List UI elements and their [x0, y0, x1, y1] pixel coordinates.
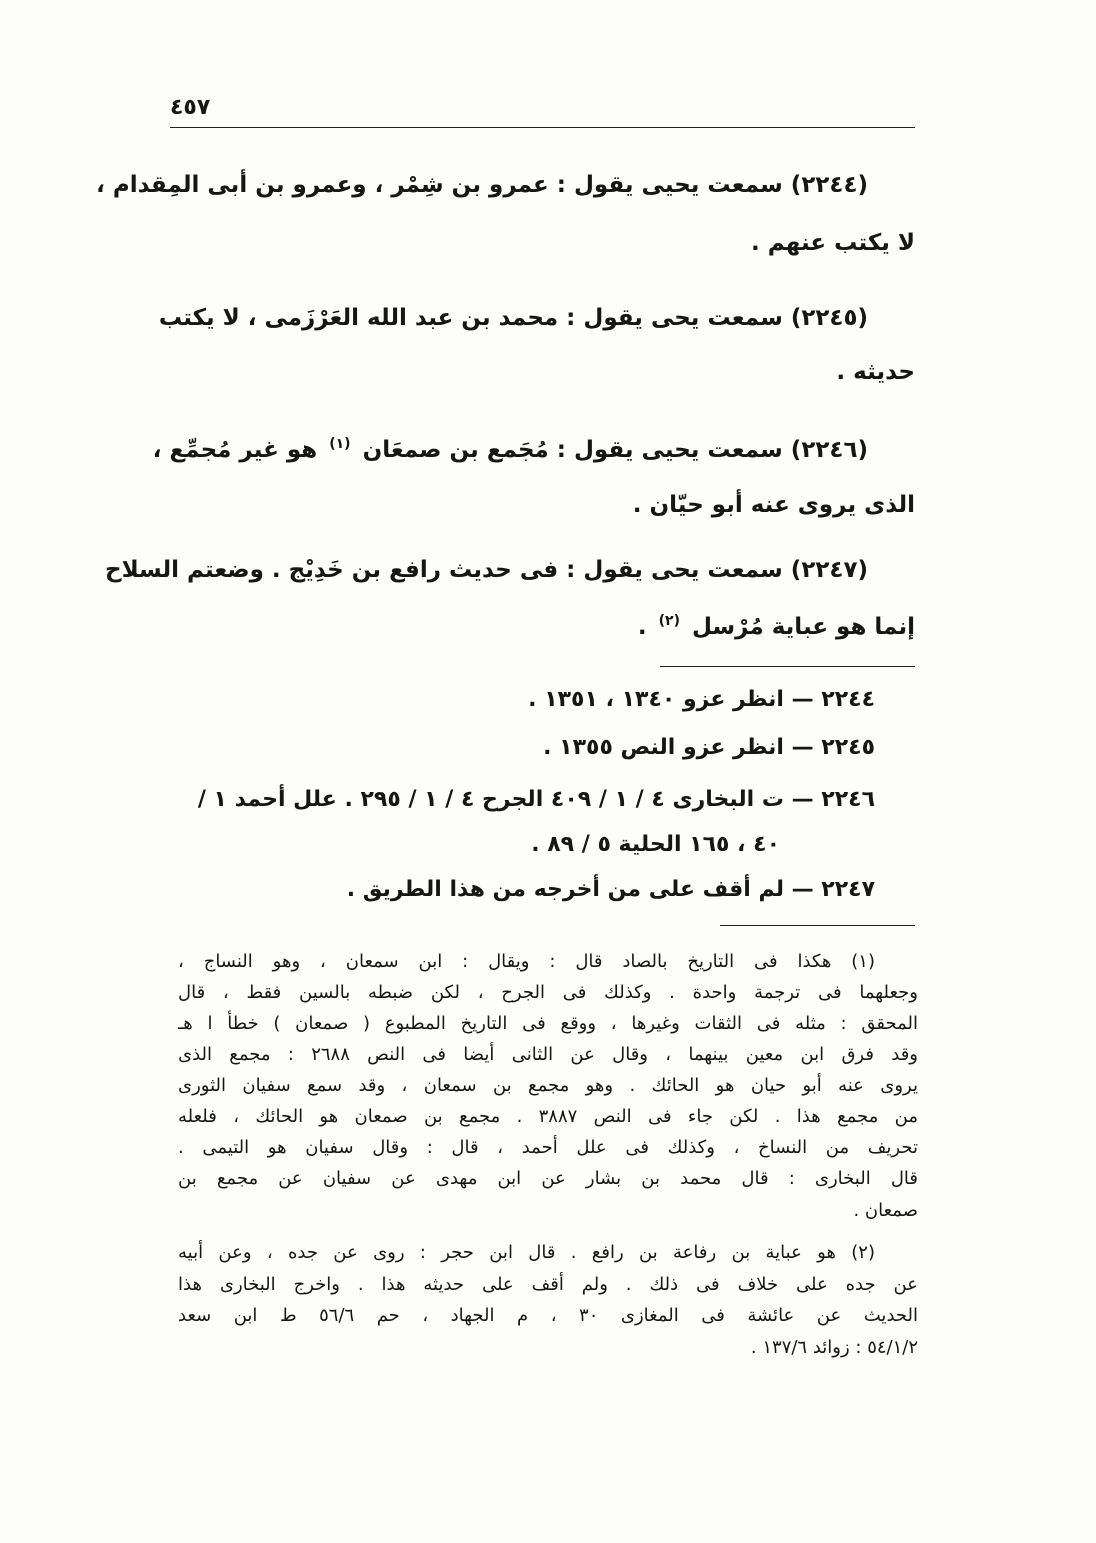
footnote-1-line: تحريف من النساخ ، وكذلك فى علل أحمد ، قال : وقال سفيان هو التيمى . [178, 1137, 918, 1158]
footnote-ref-1: (١) [329, 436, 351, 452]
header-rule [170, 127, 915, 128]
paragraph-2244-line-1: (٢٢٤٤) سمعت يحيى يقول : عمرو بن شِمْر ، وعمرو بن أبى المِقدام ، [96, 172, 868, 198]
takhrij-2245: ٢٢٤٥ — انظر عزو النص ١٣٥٥ . [543, 735, 875, 760]
paragraph-2247-line-2 [190, 607, 915, 647]
paragraph-2246-line-2: الذى يروى عنه أبو حيّان . [632, 492, 915, 518]
paragraph-2246-text-after: هو غير مُجمِّع ، [152, 437, 318, 463]
footnote-1-line: يروى عنه أبو حيان هو الحائك . وهو مجمع بن سمعان ، وقد سمع سفيان الثورى [178, 1075, 918, 1096]
footnote-ref-2: (٢) [658, 613, 680, 629]
footnote-2-line: ٥٤/١/٢ : زوائد ١٣٧/٦ . [750, 1337, 918, 1358]
footnote-rule [720, 925, 915, 926]
footnote-1-line: المحقق : مثله فى الثقات وغيرها ، ووقع فى التاريخ المطبوع ( صمعان ) خطأ ا هـ [178, 1013, 918, 1034]
page-number: ٤٥٧ [170, 95, 211, 120]
paragraph-2245-line-1: (٢٢٤٥) سمعت يحى يقول : محمد بن عبد الله العَرْزَمى ، لا يكتب [158, 305, 868, 331]
paragraph-2246-line-1 [152, 430, 915, 470]
footnote-2-line: (٢) هو عباية بن رفاعة بن رافع . قال ابن حجر : روى عن جده ، وعن أبيه [178, 1242, 875, 1263]
paragraph-2247-text-after: . [637, 614, 647, 640]
footnote-1-line: صمعان . [853, 1200, 918, 1221]
paragraph-2246-text: (٢٢٤٦) سمعت يحيى يقول : مُجَمع بن صمعَان [362, 437, 868, 463]
footnote-2-line: الحديث عن عائشة فى المغازى ٣٠ ، م الجهاد ، حم ٥٦/٦ ط ابن سعد [178, 1305, 918, 1326]
footnote-1-line: وقد فرق ابن معين بينهما ، وقال عن الثانى أيضا فى النص ٢٦٨٨ : مجمع الذى [178, 1044, 918, 1065]
footnote-1-line: وجعلهما فى ترجمة واحدة . وكذلك فى الجرح ، لكن ضبطه بالسين فقط ، قال [178, 982, 918, 1003]
paragraph-2247-text: إنما هو عباية مُرْسل [692, 614, 915, 640]
footnote-1-line: (١) هكذا فى التاريخ بالصاد قال : ويقال : ابن سمعان ، وهو النساج ، [178, 951, 875, 972]
footnote-2-line: عن جده على خلاف فى ذلك . ولم أقف على حديثه هذا . واخرج البخارى هذا [178, 1274, 918, 1295]
paragraph-2247-line-1: (٢٢٤٧) سمعت يحى يقول : فى حديث رافع بن خَدِيْج . وضعتم السلاح [105, 557, 868, 583]
footnote-1-line: قال البخارى : قال محمد بن بشار عن ابن مهدى عن سفيان عن مجمع بن [178, 1168, 918, 1189]
paragraph-2244-line-2: لا يكتب عنهم . [751, 230, 915, 256]
takhrij-rule [660, 666, 915, 667]
takhrij-2247: ٢٢٤٧ — لم أقف على من أخرجه من هذا الطريق . [346, 877, 875, 902]
takhrij-2246-line-2: ٤٠ ، ١٦٥ الحلية ٥ / ٨٩ . [531, 832, 780, 857]
paragraph-2245-line-2: حديثه . [836, 359, 915, 385]
footnote-1-line: من مجمع هذا . لكن جاء فى النص ٣٨٨٧ . مجمع بن صمعان هو الحائك ، فلعله [178, 1106, 918, 1127]
takhrij-2244: ٢٢٤٤ — انظر عزو ١٣٤٠ ، ١٣٥١ . [528, 687, 875, 712]
takhrij-2246-line-1: ٢٢٤٦ — ت البخارى ٤ / ١ / ٤٠٩ الجرح ٤ / ١ / ٢٩٥ . علل أحمد ١ / [197, 787, 875, 812]
